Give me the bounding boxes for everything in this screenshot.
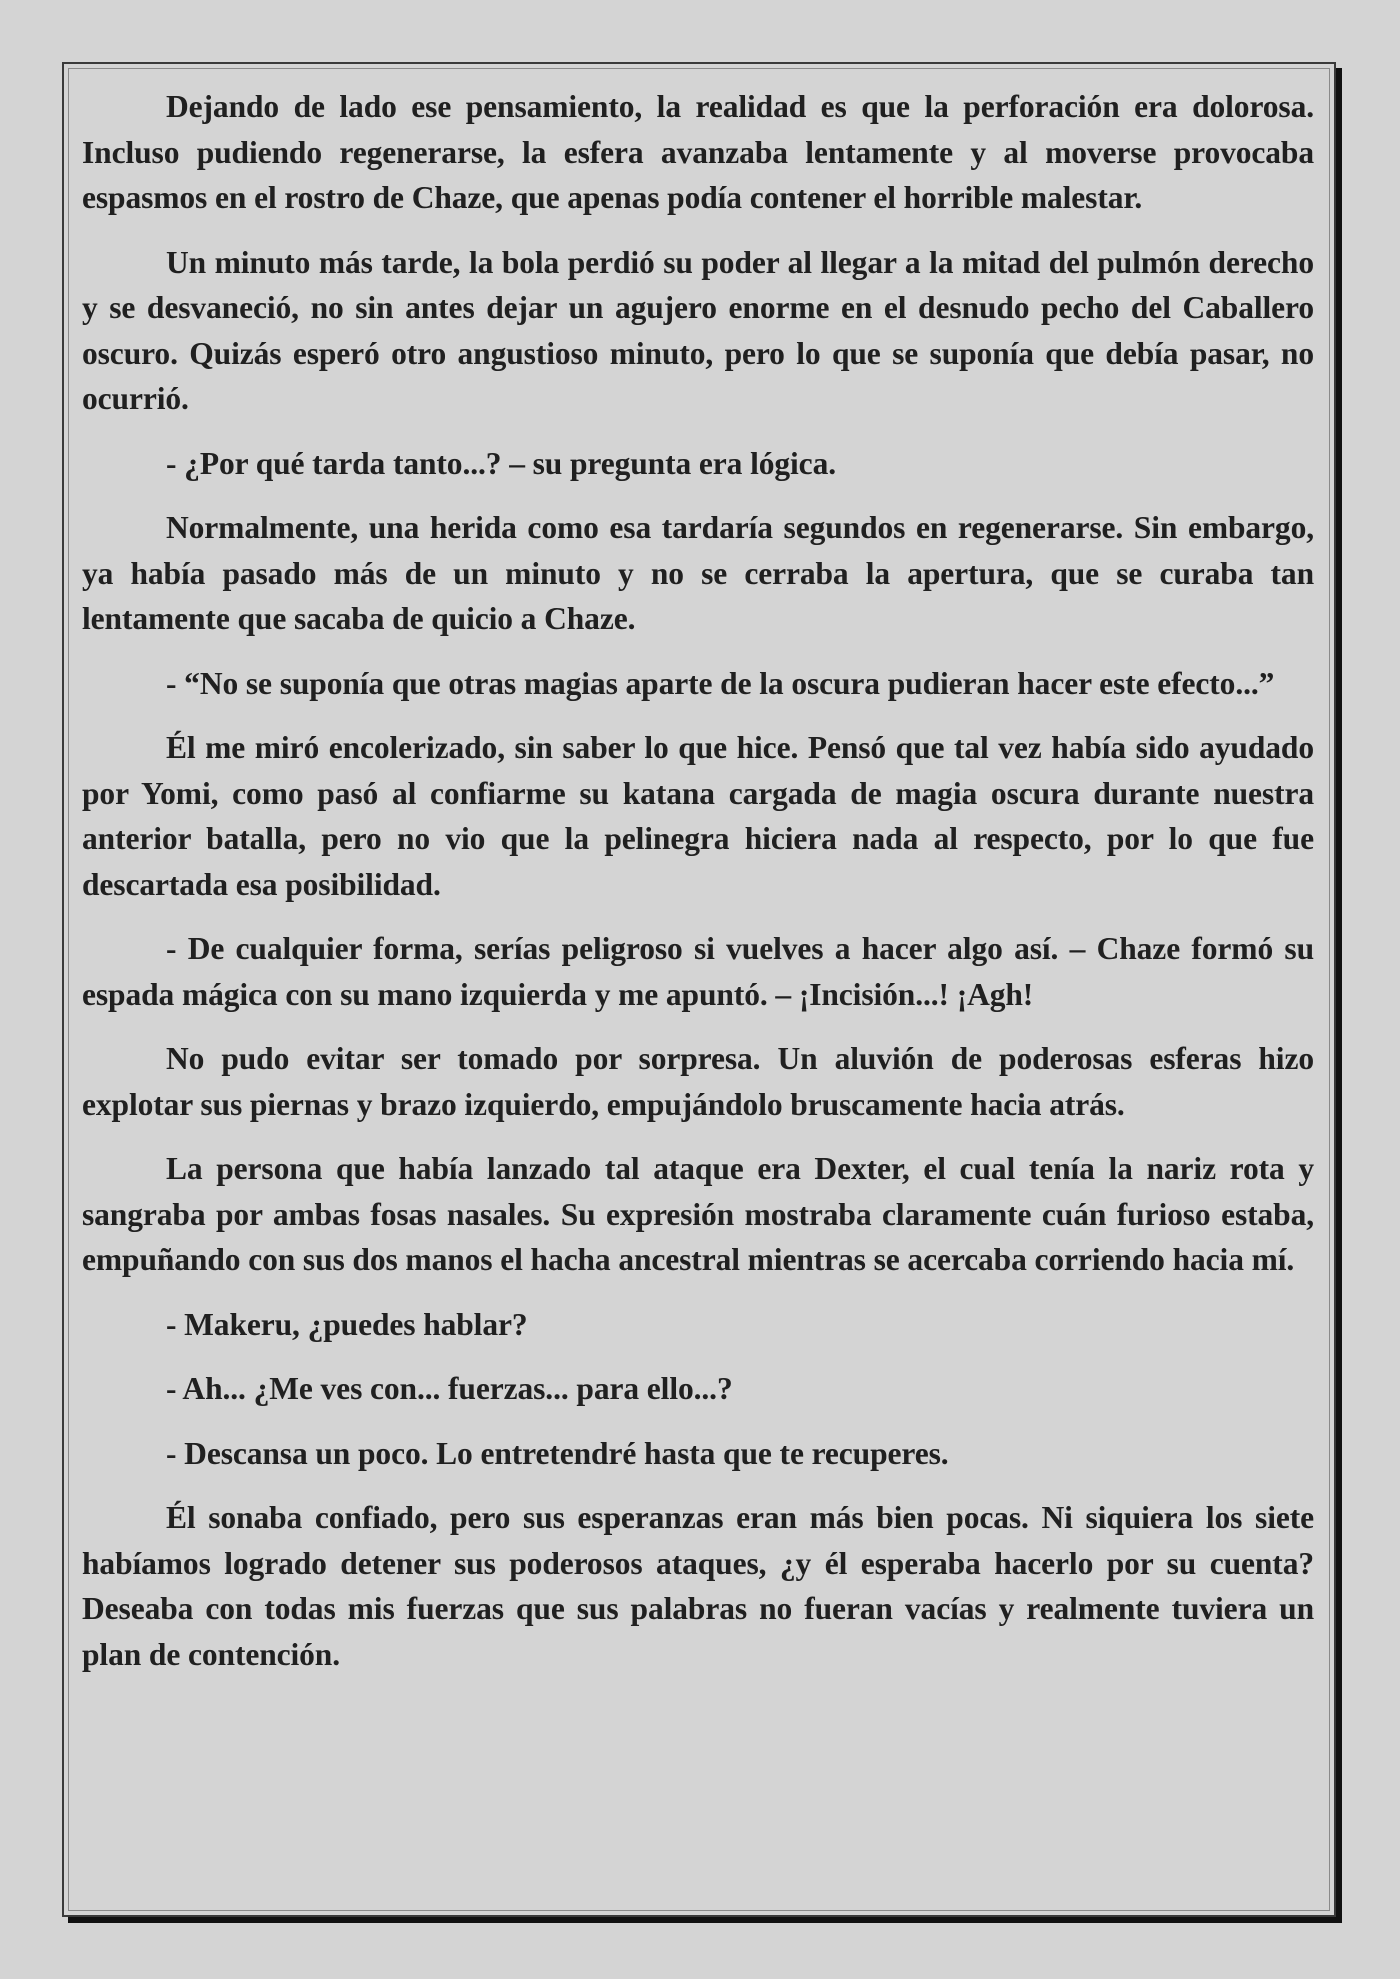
paragraph: - Ah... ¿Me ves con... fuerzas... para ello...?	[166, 1371, 733, 1406]
paragraph: - “No se suponía que otras magias aparte de la oscura pudieran hacer este efecto...”	[166, 665, 1275, 701]
paragraph: Él sonaba confiado, pero sus esperanzas eran más bien pocas. Ni siquiera los siete habíamos logrado detener sus poderosos ataques, ¿y él esperaba hacerlo por su cuenta? Deseaba con todas mis fuerzas que sus palabras no fueran vacías y realmente tuviera un plan de contención.	[82, 1500, 1314, 1672]
paragraph: - Descansa un poco. Lo entretendré hasta que te recuperes.	[166, 1435, 949, 1471]
paragraph: No pudo evitar ser tomado por sorpresa. Un aluvión de poderosas esferas hizo explotar sus piernas y brazo izquierdo, empujándolo bruscamente hacia atrás.	[82, 1041, 1314, 1122]
paragraph: La persona que había lanzado tal ataque era Dexter, el cual tenía la nariz rota y sangraba por ambas fosas nasales. Su expresión mostraba claramente cuán furioso estaba, empuñando con sus dos manos el hacha ancestral mientras se acercaba corriendo hacia mí.	[82, 1151, 1314, 1277]
paragraph: - De cualquier forma, serías peligroso si vuelves a hacer algo así. – Chaze formó su espada mágica con su mano izquierda y me apuntó. – ¡Incisión...! ¡Agh!	[82, 931, 1314, 1012]
paragraph: - Makeru, ¿puedes hablar?	[166, 1306, 528, 1342]
document-body	[82, 84, 1314, 1696]
paragraph: - ¿Por qué tarda tanto...? – su pregunta era lógica.	[166, 445, 836, 481]
paragraph: Él me miró encolerizado, sin saber lo que hice. Pensó que tal vez había sido ayudado por Yomi, como pasó al confiarme su katana cargada de magia oscura durante nuestra anterior batalla, pero no vio que la pelinegra hiciera nada al respecto, por lo que fue descartada esa posibilidad.	[82, 730, 1314, 902]
paragraph: Un minuto más tarde, la bola perdió su poder al llegar a la mitad del pulmón derecho y se desvaneció, no sin antes dejar un agujero enorme en el desnudo pecho del Caballero oscuro. Quizás esperó otro angustioso minuto, pero lo que se suponía que debía pasar, no ocurrió.	[82, 244, 1314, 416]
paragraph: Dejando de lado ese pensamiento, la realidad es que la perforación era dolorosa. Incluso pudiendo regenerarse, la esfera avanzaba lentamente y al moverse provocaba espasmos en el rostro de Chaze, que apenas podía contener el horrible malestar.	[82, 89, 1314, 215]
paragraph: Normalmente, una herida como esa tardaría segundos en regenerarse. Sin embargo, ya había pasado más de un minuto y no se cerraba la apertura, que se curaba tan lentamente que sacaba de quicio a Chaze.	[82, 510, 1314, 636]
